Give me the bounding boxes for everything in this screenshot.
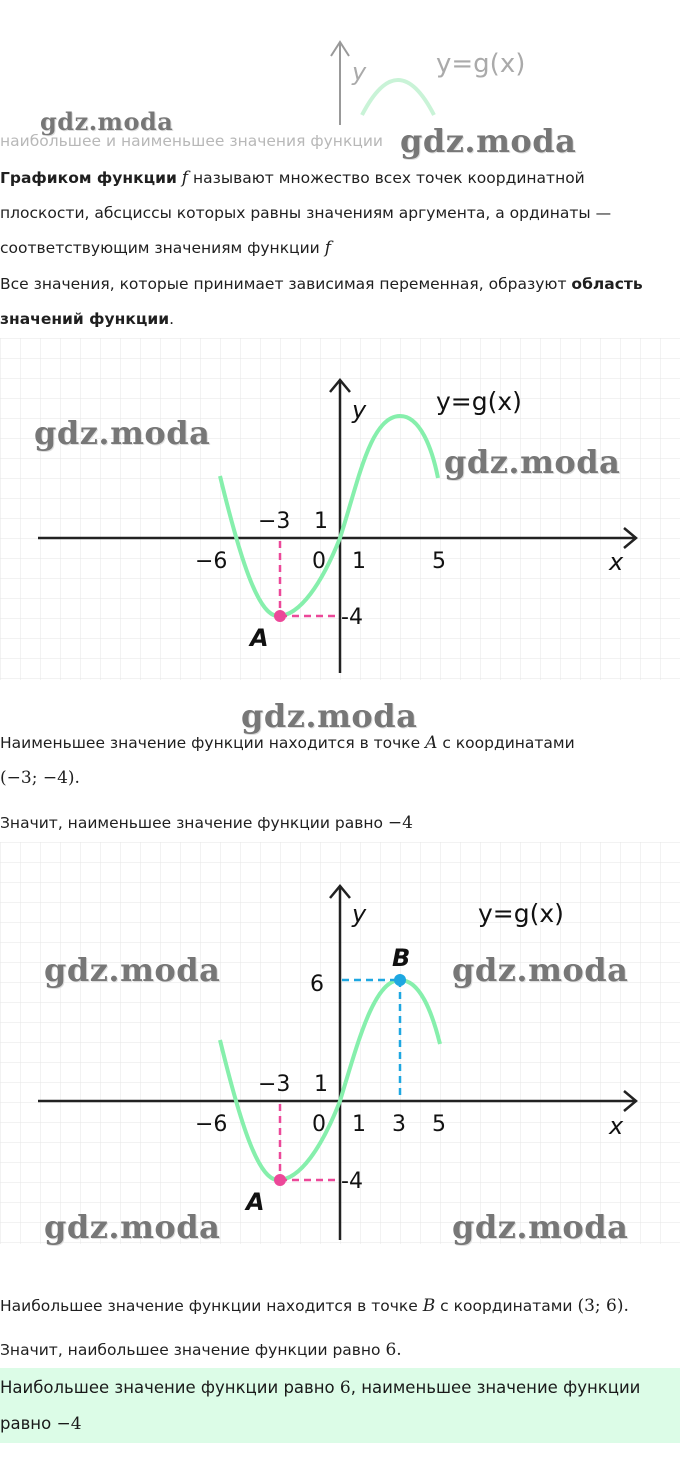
answer-max-value: 6	[339, 1378, 351, 1398]
max-text: с координатами	[440, 1297, 573, 1315]
max-value: 6.	[385, 1340, 402, 1360]
min-paragraph	[0, 726, 676, 796]
answer-text	[0, 1370, 676, 1442]
tick-label-0: 0	[312, 549, 326, 574]
graph-1	[0, 338, 680, 680]
watermark: gdz.moda	[44, 1208, 221, 1246]
tick-label-1y: 1	[314, 509, 328, 534]
graph-term: Графиком функции	[0, 169, 177, 187]
watermark: gdz.moda	[452, 951, 629, 989]
max-conclusion-text: Значит, наибольшее значение функции равно	[0, 1341, 381, 1359]
answer-part: Наибольшее значение функции равно	[0, 1378, 335, 1397]
x-label: x	[609, 1112, 624, 1140]
tick-label-6: 6	[310, 972, 324, 997]
tick-label-0: 0	[312, 1112, 326, 1137]
faded-heading: наибольшее и наименьшее значения функции	[0, 132, 384, 150]
point-b-label: B	[392, 944, 411, 972]
max-paragraph	[0, 1289, 676, 1324]
definition-text: плоскости, абсциссы которых равны значениям аргумента, а ординаты —	[0, 204, 612, 222]
watermark: gdz.moda	[444, 443, 621, 481]
range-text: Все значения, которые принимает зависимая переменная, образуют	[0, 275, 567, 293]
watermark: gdz.moda	[40, 107, 174, 136]
watermark: gdz.moda	[44, 951, 221, 989]
tick-label-5: 5	[432, 549, 446, 574]
tick-label-m3: −3	[258, 1072, 291, 1097]
max-conclusion	[0, 1333, 676, 1368]
tick-label-m3: −3	[258, 509, 291, 534]
range-paragraph	[0, 267, 676, 337]
point-b-coords: (3; 6).	[577, 1296, 629, 1316]
tick-label-5: 5	[432, 1112, 446, 1137]
min-conclusion-text: Значит, наименьшее значение функции равно	[0, 814, 383, 832]
axis-y-label: y	[352, 58, 367, 86]
answer-min-value: −4	[56, 1414, 82, 1434]
definition-text: соответствующим значениям функции	[0, 239, 320, 257]
min-value: −4	[387, 813, 413, 833]
x-label: x	[609, 548, 624, 576]
watermark: gdz.moda	[400, 122, 577, 160]
point-a-label: A	[246, 1188, 265, 1216]
tick-label-m4: -4	[341, 1169, 363, 1194]
y-label: y	[352, 396, 367, 424]
watermark: gdz.moda	[241, 697, 418, 735]
answer-part: , наименьшее значение функции	[350, 1378, 641, 1397]
tick-label-m4: -4	[341, 605, 363, 630]
graph-2	[0, 842, 680, 1244]
point-a-label: A	[250, 624, 269, 652]
min-conclusion	[0, 806, 676, 841]
answer-box	[0, 1368, 680, 1443]
tick-label-m6: −6	[195, 1112, 228, 1137]
function-label: y=g(x)	[478, 899, 564, 928]
definition-paragraph	[0, 161, 676, 266]
var-f: f	[181, 168, 189, 188]
tick-label-1x: 1	[352, 549, 366, 574]
watermark: gdz.moda	[34, 414, 211, 452]
definition-text: называют множество всех точек координатной	[193, 169, 585, 187]
tick-label-m6: −6	[195, 549, 228, 574]
point-a	[274, 610, 286, 622]
range-end: .	[169, 310, 175, 328]
min-text: Наименьшее значение функции находится в точке	[0, 734, 421, 752]
point-b	[394, 974, 406, 986]
tick-label-1x: 1	[352, 1112, 366, 1137]
curve-fragment	[362, 80, 434, 115]
point-a	[274, 1174, 286, 1186]
range-term: область	[571, 275, 643, 293]
watermark: gdz.moda	[452, 1208, 629, 1246]
tick-label-3: 3	[392, 1112, 406, 1137]
function-label: y=g(x)	[436, 387, 522, 416]
answer-part: равно	[0, 1414, 52, 1433]
point-b-ref: B	[422, 1296, 436, 1316]
point-a-coords: (−3; −4).	[0, 768, 80, 788]
min-text: с координатами	[442, 734, 575, 752]
var-f: f	[324, 238, 331, 258]
max-text: Наибольшее значение функции находится в точке	[0, 1297, 418, 1315]
function-label: y=g(x)	[436, 49, 526, 79]
y-label: y	[352, 900, 367, 928]
point-a-ref: A	[425, 733, 438, 753]
tick-label-1y: 1	[314, 1072, 328, 1097]
range-term: значений функции	[0, 310, 170, 328]
